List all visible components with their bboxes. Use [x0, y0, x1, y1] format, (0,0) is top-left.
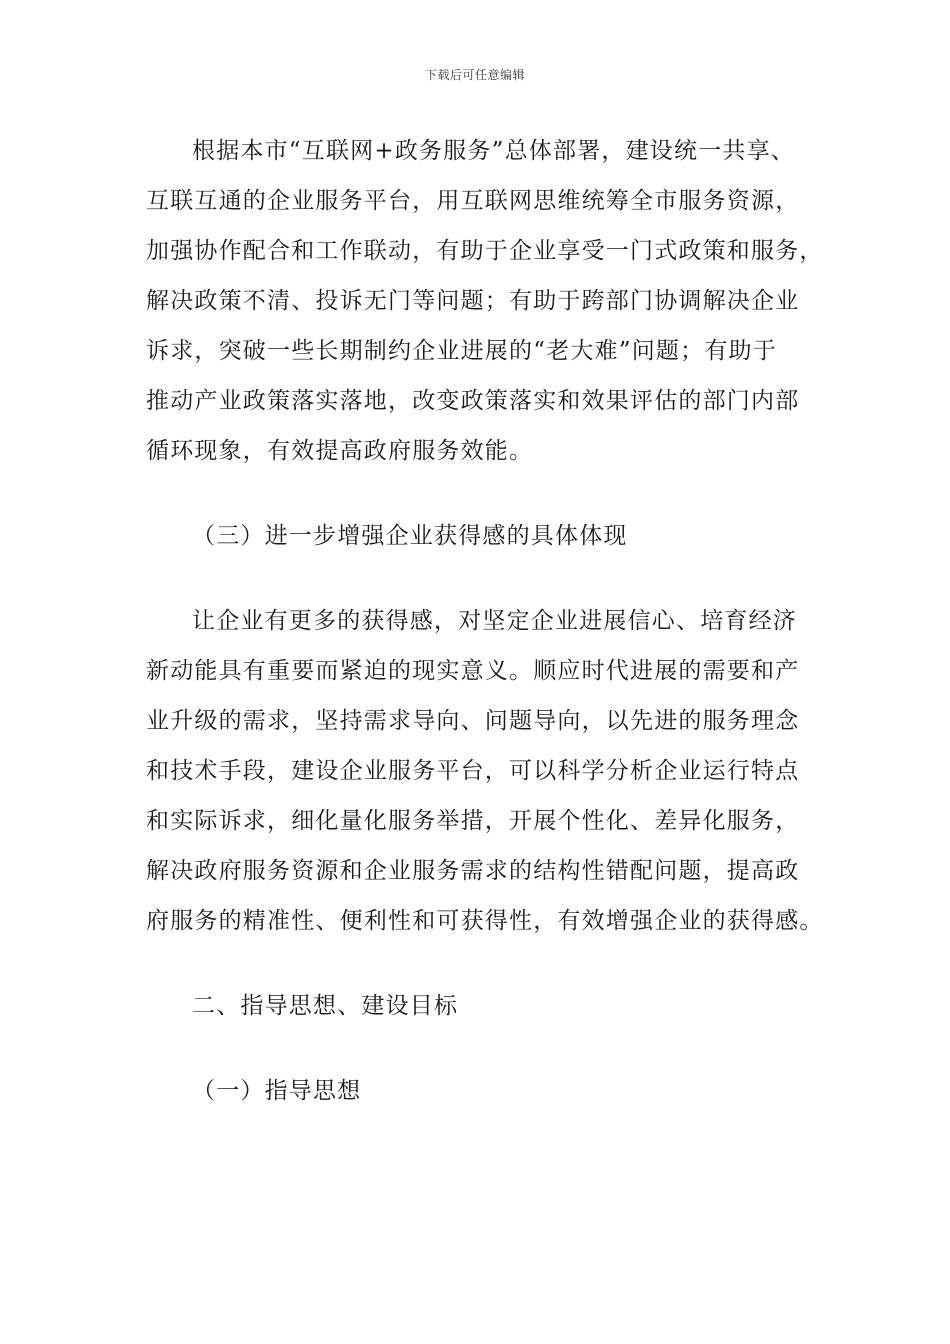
paragraph-line: 新动能具有重要而紧迫的现实意义。顺应时代进展的需要和产 — [146, 658, 800, 684]
paragraph-line: 府服务的精准性、便利性和可获得性，有效增强企业的获得感。 — [146, 908, 824, 934]
paragraph-line: 和实际诉求，细化量化服务举措，开展个性化、差异化服务， — [146, 808, 800, 834]
paragraph-line: 根据本市“互联网+政务服务”总体部署，建设统一共享、 — [192, 138, 795, 164]
section-heading: 二、指导思想、建设目标 — [192, 993, 459, 1019]
subsection-heading: （一）指导思想 — [192, 1078, 362, 1104]
page-header: 下载后可任意编辑 — [424, 68, 525, 82]
paragraph-line: 和技术手段，建设企业服务平台，可以科学分析企业运行特点 — [146, 758, 800, 784]
subsection-heading: （三）进一步增强企业获得感的具体体现 — [192, 523, 628, 549]
paragraph-line: 解决政府服务资源和企业服务需求的结构性错配问题，提高政 — [146, 858, 800, 884]
paragraph-line: 让企业有更多的获得感，对坚定企业进展信心、培育经济 — [192, 608, 797, 634]
paragraph-line: 互联互通的企业服务平台，用互联网思维统筹全市服务资源， — [146, 188, 800, 214]
paragraph-line: 加强协作配合和工作联动，有助于企业享受一门式政策和服务， — [146, 238, 824, 264]
paragraph-line: 推动产业政策落实落地，改变政策落实和效果评估的部门内部 — [146, 388, 800, 414]
paragraph-line: 业升级的需求，坚持需求导向、问题导向，以先进的服务理念 — [146, 708, 800, 734]
paragraph-line: 循环现象，有效提高政府服务效能。 — [146, 438, 534, 464]
paragraph-line: 诉求，突破一些长期制约企业进展的“老大难”问题；有助于 — [146, 338, 777, 364]
paragraph-line: 解决政策不清、投诉无门等问题；有助于跨部门协调解决企业 — [146, 288, 800, 314]
